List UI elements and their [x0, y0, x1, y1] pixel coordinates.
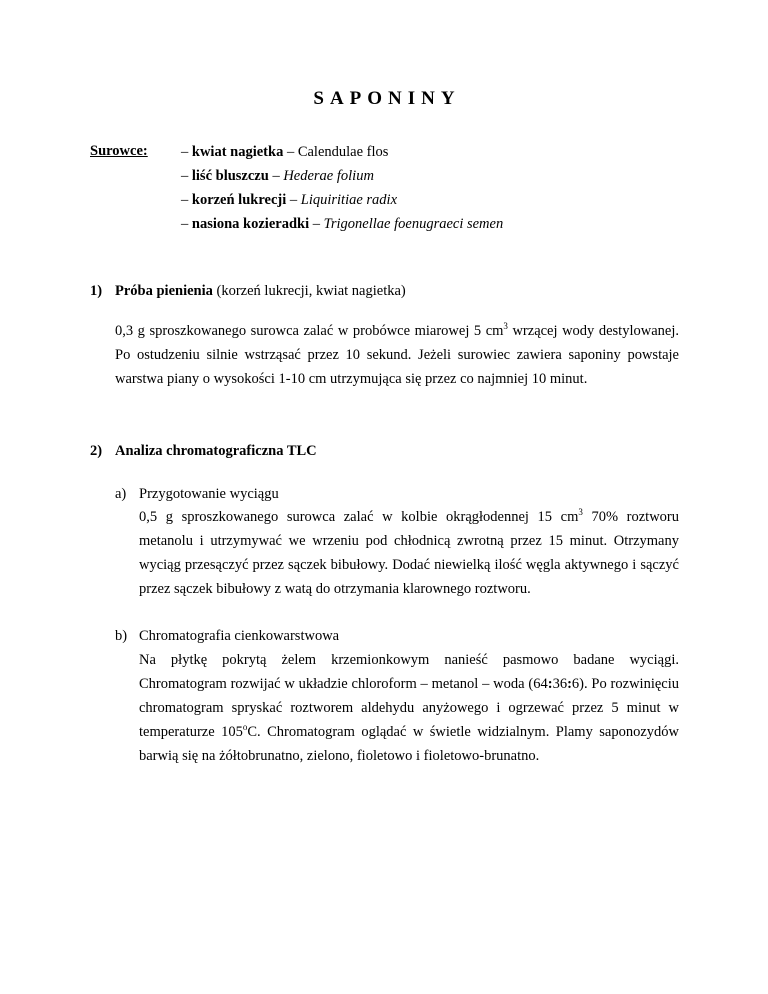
section-2-heading: 2) Analiza chromatograficzna TLC	[90, 443, 317, 459]
raw-material-item: – kwiat nagietka – Calendulae flos	[181, 144, 389, 160]
subsection-a-heading: a) Przygotowanie wyciągu	[115, 486, 279, 502]
raw-material-latin: Liquiritiae radix	[300, 192, 398, 208]
subsection-b-text: Na płytkę pokrytą żelem krzemionkowym nanieść pasmowo badane wyciągi. Chromatogram rozwijać w układzie chloroform – metanol – woda (64:36:6). Po rozwinięciu chromatogram spryskać roztworem aldehydu anyżowego i ogrzewać przez 5 minut w temperaturze 105$^o$C. Chromatogram oglądać w świetle widzialnym. Plamy saponozydów barwią się na żółtobrunatno, zielono, fioletowo i fioletowo-brunatno.	[139, 652, 679, 764]
raw-material-item: – korzeń lukrecji – Liquiritiae radix	[181, 192, 398, 208]
raw-material-item: – liść bluszczu – Hederae folium	[181, 168, 374, 184]
raw-material-name: liść bluszczu	[191, 168, 269, 184]
raw-material-latin: Hederae folium	[283, 168, 374, 184]
surowce-label: Surowce:	[90, 143, 148, 159]
raw-material-name: nasiona kozieradki	[191, 216, 310, 232]
page-title: SAPONINY	[313, 88, 461, 109]
raw-material-name: kwiat nagietka	[191, 144, 284, 160]
subsection-a-text: 0,5 g sproszkowanego surowca zalać w kolbie okrągłodennej 15 $cm^3$ 70% roztworu metanolu i utrzymywać we wrzeniu pod chłodnicą zwrotną przez 15 minut. Otrzymany wyciąg przesączyć przez sączek bibułowy. Dodać niewielką ilość węgla aktywnego i sączyć przez sączek bibułowy z watą do otrzymania klarownego roztworu.	[139, 507, 679, 597]
raw-material-name: korzeń lukrecji	[191, 192, 287, 208]
section-1-text: 0,3 g sproszkowanego surowca zalać w probówce miarowej 5 $cm^3$ wrzącej wody destylowanej. Po ostudzeniu silnie wstrząsać przez 10 sekund. Jeżeli surowiec zawiera saponiny powstaje warstwa piany o wysokości 1-10 cm utrzymująca się przez co najmniej 10 minut.	[115, 321, 679, 387]
raw-material-item: – nasiona kozieradki – Trigonellae foenugraeci semen	[181, 216, 504, 232]
raw-material-latin: Calendulae flos	[297, 144, 389, 160]
subsection-b-heading: b) Chromatografia cienkowarstwowa	[115, 628, 340, 644]
raw-materials-list	[181, 143, 503, 239]
section-1-heading: 1) Próba pienienia (korzeń lukrecji, kwiat nagietka)	[90, 283, 406, 299]
raw-material-latin: Trigonellae foenugraeci semen	[323, 216, 504, 232]
